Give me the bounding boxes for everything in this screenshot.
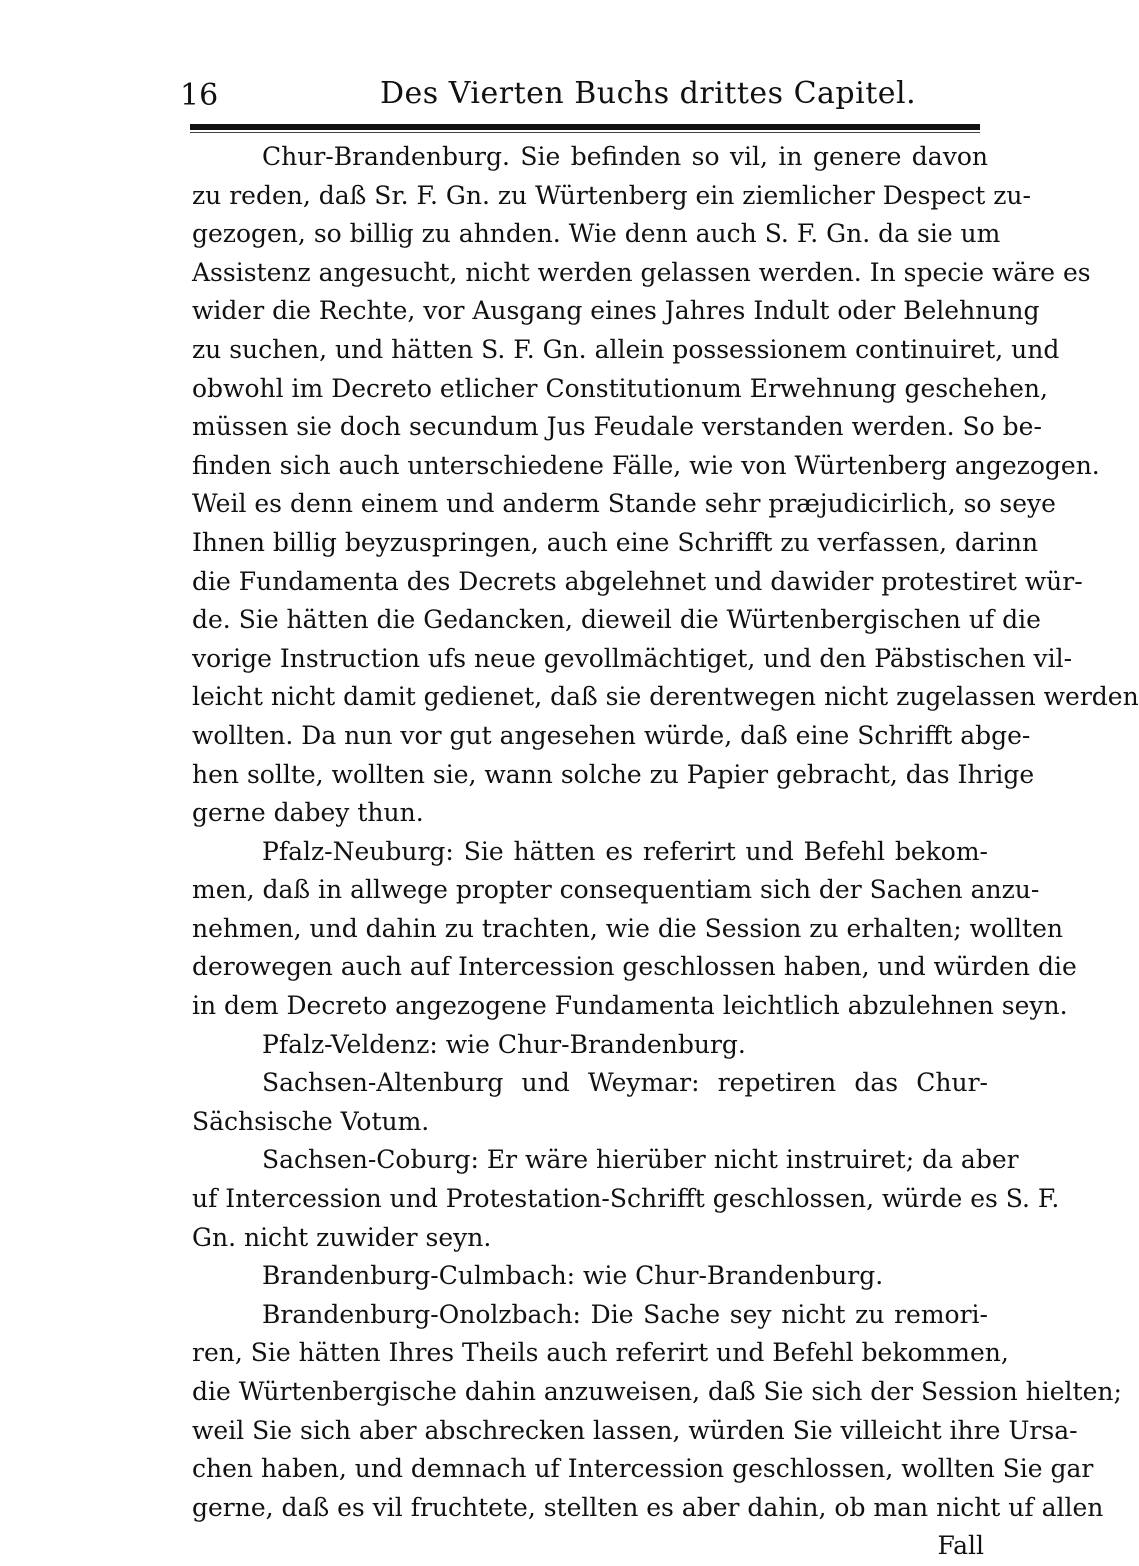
text-line: Sachsen-Altenburg und Weymar: repetiren das Chur- bbox=[262, 1068, 988, 1098]
running-title: Des Vierten Buchs drittes Capitel. bbox=[380, 76, 917, 111]
body-text bbox=[192, 138, 1139, 1566]
text-line: leicht nicht damit gedienet, daß sie derentwegen nicht zugelassen werden bbox=[192, 682, 1139, 712]
page-number: 16 bbox=[180, 78, 219, 113]
text-line: zu reden, daß Sr. F. Gn. zu Würtenberg ein ziemlicher Despect zu- bbox=[192, 180, 1031, 210]
text-line: Pfalz-Neuburg: Sie hätten es referirt und Befehl bekom- bbox=[262, 836, 988, 866]
header-rule bbox=[190, 124, 980, 130]
text-line: Sächsische Votum. bbox=[192, 1106, 430, 1136]
text-line: weil Sie sich aber abschrecken lassen, würden Sie villeicht ihre Ursa- bbox=[192, 1415, 1078, 1445]
text-line: Brandenburg-Culmbach: wie Chur-Brandenburg. bbox=[262, 1261, 884, 1291]
text-line: Assistenz angesucht, nicht werden gelassen werden. In specie wäre es bbox=[192, 257, 1091, 287]
text-line: uf Intercession und Protestation-Schrifft geschlossen, würde es S. F. bbox=[192, 1184, 1060, 1214]
text-line: vorige Instruction ufs neue gevollmächtiget, und den Päbstischen vil- bbox=[192, 643, 1073, 673]
page-header bbox=[180, 70, 980, 113]
text-line: wollten. Da nun vor gut angesehen würde, daß eine Schrifft abge- bbox=[192, 720, 1031, 750]
text-line: wider die Rechte, vor Ausgang eines Jahres Indult oder Belehnung bbox=[192, 296, 1040, 326]
text-line: nehmen, und dahin zu trachten, wie die Session zu erhalten; wollten bbox=[192, 913, 1063, 943]
text-line: Brandenburg-Onolzbach: Die Sache sey nicht zu remori- bbox=[262, 1299, 988, 1329]
text-line: in dem Decreto angezogene Fundamenta leichtlich abzulehnen seyn. bbox=[192, 991, 1068, 1021]
text-line: de. Sie hätten die Gedancken, dieweil die Würtenbergischen uf die bbox=[192, 605, 1041, 635]
text-line: obwohl im Decreto etlicher Constitutionum Erwehnung geschehen, bbox=[192, 373, 1048, 403]
text-line: die Würtenbergische dahin anzuweisen, daß Sie sich der Session hielten; bbox=[192, 1377, 1122, 1406]
text-line: Ihnen billig beyzuspringen, auch eine Schrifft zu verfassen, darinn bbox=[192, 527, 1039, 557]
text-line: chen haben, und demnach uf Intercession geschlossen, wollten Sie gar bbox=[192, 1454, 1094, 1484]
text-line: die Fundamenta des Decrets abgelehnet und dawider protestiret wür- bbox=[192, 566, 1083, 596]
text-line: Chur-Brandenburg. Sie befinden so vil, in genere davon bbox=[262, 142, 988, 171]
text-line: ren, Sie hätten Ihres Theils auch referirt und Befehl bekommen, bbox=[192, 1338, 1009, 1368]
text-line: gerne dabey thun. bbox=[192, 798, 424, 828]
text-line: derowegen auch auf Intercession geschlossen haben, und würden die bbox=[192, 952, 1077, 982]
text-line: zu suchen, und hätten S. F. Gn. allein possessionem continuiret, und bbox=[192, 334, 1060, 364]
text-line: hen sollte, wollten sie, wann solche zu Papier gebracht, das Ihrige bbox=[192, 759, 1035, 789]
text-line: men, daß in allwege propter consequentiam sich der Sachen anzu- bbox=[192, 875, 1040, 905]
text-line: finden sich auch unterschiedene Fälle, wie von Würtenberg angezogen. bbox=[192, 450, 1100, 480]
text-line: gerne, daß es vil fruchtete, stellten es aber dahin, ob man nicht uf allen bbox=[192, 1492, 1104, 1522]
text-line: Weil es denn einem und anderm Stande sehr præjudicirlich, so seye bbox=[192, 489, 1056, 519]
text-line: Gn. nicht zuwider seyn. bbox=[192, 1222, 492, 1252]
text-line: müssen sie doch secundum Jus Feudale verstanden werden. So be- bbox=[192, 412, 1042, 442]
text-line: Sachsen-Coburg: Er wäre hierüber nicht instruiret; da aber bbox=[262, 1145, 1019, 1175]
catchword: Fall bbox=[937, 1531, 984, 1561]
text-line: Pfalz-Veldenz: wie Chur-Brandenburg. bbox=[262, 1029, 746, 1059]
text-line: gezogen, so billig zu ahnden. Wie denn auch S. F. Gn. da sie um bbox=[192, 219, 1001, 249]
